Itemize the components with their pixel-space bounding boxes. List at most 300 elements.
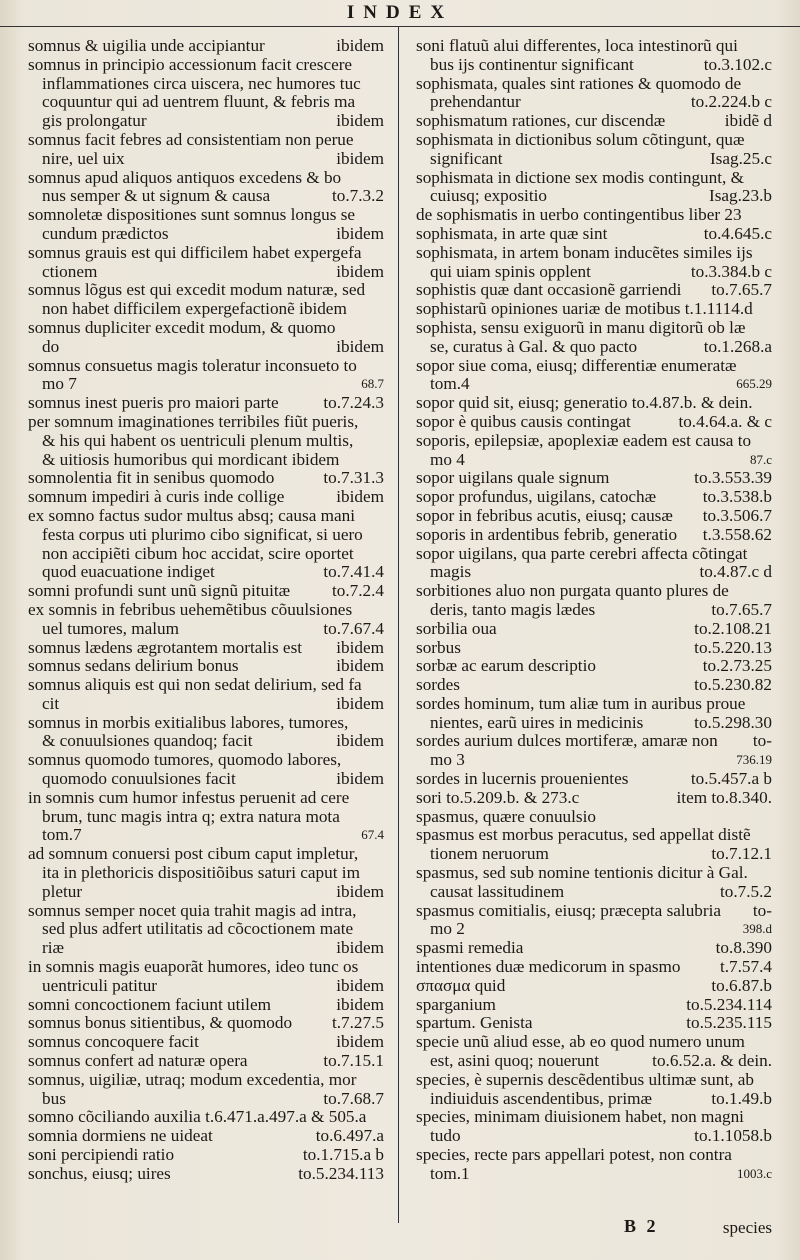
index-entry-line [28, 751, 384, 770]
entry-text: tom.1 [430, 1163, 470, 1183]
index-entry-line [28, 169, 384, 188]
index-entry-line [28, 939, 384, 958]
index-entry-line [416, 1127, 772, 1146]
entry-text: nus semper & ut signum & causa [42, 186, 271, 206]
entry-text: cuiusq; expositio [430, 186, 547, 206]
entry-text: somnus in principio accessionum facit crescere [28, 54, 353, 74]
index-entry-line [416, 56, 772, 75]
index-entry-line [416, 413, 772, 432]
index-entry-line [416, 526, 772, 545]
entry-text: sophismata, in arte quæ sint [416, 223, 608, 243]
entry-text: sophismata, quales sint rationes & quomodo de [416, 73, 742, 93]
entry-text: sophismatum rationes, cur discendæ [416, 111, 666, 131]
index-entry-line [416, 319, 772, 338]
entry-reference: to- [752, 731, 772, 751]
entry-text: soporis, epilepsiæ, apoplexiæ eadem est causa to [416, 430, 752, 450]
column-divider [398, 27, 399, 1223]
entry-reference: Isag.25.c [709, 148, 772, 168]
index-entry-line [28, 695, 384, 714]
index-entry-line [28, 563, 384, 582]
entry-text: quod euacuatione indiget [42, 562, 215, 582]
entry-text: brum, tunc magis intra q; extra natura mota [42, 806, 340, 826]
index-entry-line [416, 695, 772, 714]
entry-reference: to.2.224.b c [690, 92, 772, 112]
entry-text: somnus dupliciter excedit modum, & quomo [28, 317, 336, 337]
index-entry-line [416, 507, 772, 526]
index-entry-line [28, 150, 384, 169]
index-entry-line [416, 789, 772, 808]
entry-reference: to.7.65.7 [711, 280, 772, 300]
index-entry-line [28, 808, 384, 827]
entry-text: de sophismatis in uerbo contingentibus liber 23 [416, 205, 742, 225]
entry-reference: to.7.24.3 [323, 393, 384, 413]
entry-reference: to.7.68.7 [323, 1088, 384, 1108]
entry-text: magis [430, 562, 472, 582]
index-entry-line [28, 112, 384, 131]
index-entry-line [416, 469, 772, 488]
index-entry-line [416, 1108, 772, 1127]
entry-reference: to.5.234.113 [298, 1163, 384, 1183]
index-entry-line [28, 845, 384, 864]
entry-text: sophismata in dictione sex modis contingunt, & [416, 167, 744, 187]
entry-text: ad somnum conuersi post cibum caput impletur, [28, 844, 359, 864]
entry-reference: to.3.553.39 [694, 468, 772, 488]
entry-text: sori to.5.209.b. & 273.c [416, 787, 580, 807]
entry-text: somnus aliquis est qui non sedat delirium, sed fa [28, 675, 362, 695]
signature-mark: B 2 [624, 1216, 659, 1236]
entry-reference: t.7.27.5 [331, 1013, 384, 1033]
index-entry-line [28, 187, 384, 206]
index-entry-line [28, 75, 384, 94]
entry-reference: to.5.234.114 [686, 994, 772, 1014]
entry-text: sopor quid sit, eiusq; generatio to.4.87.b. & dein. [416, 393, 753, 413]
entry-text: tom.7 [42, 825, 82, 845]
entry-text: coquuntur qui ad uentrem fluunt, & febris ma [42, 92, 356, 112]
entry-reference: to.4.645.c [703, 223, 772, 243]
entry-text: gis prolongatur [42, 111, 147, 131]
index-entry-line [416, 150, 772, 169]
entry-text: festa corpus uti plurimo cibo significat, si uero [42, 524, 363, 544]
index-entry-line [416, 1090, 772, 1109]
entry-text: somni concoctionem faciunt utilem [28, 994, 271, 1014]
index-entry-line [28, 958, 384, 977]
entry-reference: ibidem [336, 637, 384, 657]
entry-reference: to.1.268.a [703, 336, 772, 356]
entry-reference: ibidem [336, 148, 384, 168]
entry-reference: t.7.57.4 [719, 957, 772, 977]
index-entry-line [28, 639, 384, 658]
entry-reference: to.6.52.a. & dein. [652, 1051, 772, 1071]
entry-text: somnus semper nocet quia trahit magis ad intra, [28, 900, 357, 920]
index-entry-line [28, 281, 384, 300]
entry-text: ita in plethoricis dispositiõibus saturi caput im [42, 863, 360, 883]
entry-reference: ibidem [336, 656, 384, 676]
index-entry-line [28, 93, 384, 112]
entry-reference: ibidem [336, 1032, 384, 1052]
entry-text: sorbus [416, 637, 461, 657]
entry-text: spasmi remedia [416, 938, 524, 958]
index-entry-line [416, 939, 772, 958]
left-column [28, 37, 384, 1184]
entry-reference: to.1.715.a b [302, 1145, 384, 1165]
entry-reference: to.7.3.2 [331, 186, 384, 206]
entry-reference: ibidem [336, 938, 384, 958]
index-entry-line [416, 751, 772, 770]
entry-text: somnus & uigilia unde accipiantur [28, 36, 265, 55]
entry-text: mo 3 [430, 750, 465, 770]
entry-text: sopor in febribus acutis, eiusq; causæ [416, 505, 673, 525]
entry-text: cit [42, 693, 60, 713]
entry-text: se, curatus à Gal. & quo pacto [430, 336, 638, 356]
index-entry-line [28, 225, 384, 244]
entry-text: specie unũ aliud esse, ab eo quod numero unum [416, 1032, 745, 1052]
entry-reference: to.7.2.4 [331, 581, 384, 601]
entry-text: σπασμα quid [416, 975, 506, 995]
index-entry-line [416, 244, 772, 263]
entry-reference: ibidem [336, 261, 384, 281]
entry-text: sorbilia oua [416, 618, 497, 638]
entry-text: sorbæ ac earum descriptio [416, 656, 596, 676]
entry-reference: to.5.230.82 [694, 675, 772, 695]
entry-text: ex somno factus sudor multus absq; causa mani [28, 505, 355, 525]
entry-text: somnia dormiens ne uideat [28, 1126, 213, 1146]
entry-text: mo 4 [430, 449, 465, 469]
index-entry-line [28, 996, 384, 1015]
index-entry-line [28, 413, 384, 432]
index-entry-line [28, 488, 384, 507]
entry-text: somnus consuetus magis toleratur inconsueto to [28, 355, 357, 375]
entry-reference: ibidẽ d [724, 111, 772, 131]
entry-text: somni profundi sunt unũ signũ pituitæ [28, 581, 291, 601]
entry-text: bus ijs continentur significant [430, 54, 634, 74]
entry-text: somnoletæ dispositiones sunt somnus longus se [28, 205, 356, 225]
index-entry-line [28, 545, 384, 564]
entry-text: per somnum imaginationes terribiles fiũt pueris, [28, 411, 359, 431]
entry-text: causat lassitudinem [430, 881, 565, 901]
index-entry-line [416, 920, 772, 939]
index-entry-line [416, 300, 772, 319]
entry-text: soni percipiendi ratio [28, 1145, 175, 1165]
index-entry-line [416, 451, 772, 470]
entry-text: sophismata, in artem bonam inducẽtes similes ijs [416, 242, 753, 262]
entry-reference: 665.29 [736, 376, 772, 392]
entry-text: sordes hominum, tum aliæ tum in auribus proue [416, 693, 746, 713]
index-entry-line [28, 357, 384, 376]
index-entry-line [416, 996, 772, 1015]
entry-reference: to- [752, 900, 772, 920]
index-entry-line [416, 902, 772, 921]
index-entry-line [416, 281, 772, 300]
index-entry-line [28, 244, 384, 263]
index-entry-line [28, 1071, 384, 1090]
index-entry-line [416, 263, 772, 282]
entry-reference: item to.8.340. [676, 787, 772, 807]
index-entry-line [28, 131, 384, 150]
entry-text: species, recte pars appellari potest, non contra [416, 1145, 732, 1165]
index-entry-line [416, 601, 772, 620]
index-entry-line [28, 37, 384, 56]
entry-reference: to.4.87.c d [699, 562, 772, 582]
index-entry-line [28, 920, 384, 939]
index-entry-line [416, 169, 772, 188]
entry-text: soni flatuũ alui differentes, loca intestinorũ qui [416, 36, 738, 55]
entry-text: somnus bonus sitientibus, & quomodo [28, 1013, 293, 1033]
entry-reference: Isag.23.b [708, 186, 772, 206]
entry-reference: to.5.220.13 [694, 637, 772, 657]
index-entry-line [28, 1033, 384, 1052]
entry-reference: to.7.12.1 [711, 844, 772, 864]
entry-reference: ibidem [336, 487, 384, 507]
entry-text: sophistis quæ dant occasionẽ garriendi [416, 280, 682, 300]
entry-text: somnus apud aliquos antiquos excedens & bo [28, 167, 342, 187]
index-entry-line [28, 883, 384, 902]
entry-text: sordes aurium dulces mortiferæ, amaræ non [416, 731, 718, 751]
entry-text: quomodo conuulsiones facit [42, 769, 236, 789]
entry-text: somnolentia fit in senibus quomodo [28, 468, 275, 488]
entry-reference: ibidem [336, 975, 384, 995]
entry-text: bus [42, 1088, 66, 1108]
entry-reference: to.2.73.25 [702, 656, 772, 676]
entry-text: & his qui habent os uentriculi plenum multis, [42, 430, 354, 450]
entry-text: somno cõciliando auxilia t.6.471.a.497.a & 505.a [28, 1107, 367, 1127]
entry-text: spasmus, quære conuulsio [416, 806, 596, 826]
entry-text: indiuiduis ascendentibus, primæ [430, 1088, 652, 1108]
entry-text: tom.4 [430, 374, 470, 394]
index-entry-line [416, 187, 772, 206]
index-entry-line [416, 1014, 772, 1033]
index-entry-line [416, 394, 772, 413]
index-entry-line [416, 375, 772, 394]
entry-reference: to.3.506.7 [702, 505, 772, 525]
entry-text: intentiones duæ medicorum in spasmo [416, 957, 681, 977]
entry-text: significant [430, 148, 503, 168]
entry-text: sparganium [416, 994, 496, 1014]
entry-text: somnus confert ad naturæ opera [28, 1051, 248, 1071]
index-entry-line [28, 714, 384, 733]
entry-reference: 1003.c [736, 1165, 772, 1181]
entry-reference: to.6.497.a [315, 1126, 384, 1146]
index-entry-line [28, 582, 384, 601]
index-entry-line [28, 526, 384, 545]
index-entry-line [28, 770, 384, 789]
running-header: INDEX [346, 2, 454, 23]
index-entry-line [28, 300, 384, 319]
entry-reference: to.2.108.21 [694, 618, 772, 638]
entry-reference: 398.d [742, 921, 772, 937]
entry-text: spasmus est morbus peracutus, sed appellat distẽ [416, 825, 751, 845]
entry-text: spartum. Genista [416, 1013, 533, 1033]
entry-text: sonchus, eiusq; uires [28, 1163, 171, 1183]
index-entry-line [416, 639, 772, 658]
entry-reference: to.6.87.b [711, 975, 772, 995]
index-entry-line [28, 977, 384, 996]
entry-text: est, asini quoq; nouerunt [430, 1051, 599, 1071]
entry-text: & uitiosis humoribus qui mordicant ibidem [42, 449, 340, 469]
index-entry-line [28, 1127, 384, 1146]
entry-text: sopor uigilans quale signum [416, 468, 610, 488]
index-entry-line [416, 977, 772, 996]
index-entry-line [416, 357, 772, 376]
entry-text: sopor è quibus causis contingat [416, 411, 631, 431]
index-entry-line [28, 1165, 384, 1184]
entry-text: do [42, 336, 60, 356]
entry-text: sorbitiones aluo non purgata quanto plures de [416, 581, 729, 601]
entry-text: sordes in lucernis prouenientes [416, 769, 629, 789]
index-entry-line [28, 1052, 384, 1071]
index-entry-line [416, 545, 772, 564]
entry-reference: to.5.298.30 [694, 712, 772, 732]
index-entry-line [416, 225, 772, 244]
index-entry-line [28, 1014, 384, 1033]
entry-text: deris, tanto magis lædes [430, 599, 596, 619]
entry-reference: 87.c [749, 451, 772, 467]
index-entry-line [416, 93, 772, 112]
index-entry-line [28, 206, 384, 225]
entry-text: in somnis magis euaporãt humores, ideo tunc os [28, 957, 359, 977]
entry-text: somnus in morbis exitialibus labores, tumores, [28, 712, 349, 732]
entry-text: sopor uigilans, qua parte cerebri affecta cõtingat [416, 543, 748, 563]
entry-reference: t.3.558.62 [702, 524, 772, 544]
index-entry-line [28, 507, 384, 526]
index-entry-line [416, 37, 772, 56]
entry-reference: ibidem [336, 36, 384, 55]
catchword: species [722, 1218, 772, 1237]
entry-text: somnus grauis est qui difficilem habet expergefa [28, 242, 362, 262]
entry-text: mo 7 [42, 374, 77, 394]
entry-reference: to.7.5.2 [719, 881, 772, 901]
entry-reference: ibidem [336, 881, 384, 901]
entry-reference: ibidem [336, 336, 384, 356]
entry-reference: to.3.384.b c [690, 261, 772, 281]
entry-text: somnus inest pueris pro maiori parte [28, 393, 279, 413]
entry-text: prehendantur [430, 92, 521, 112]
entry-reference: ibidem [336, 769, 384, 789]
index-entry-line [416, 826, 772, 845]
entry-reference: ibidem [336, 731, 384, 751]
index-entry-line [416, 958, 772, 977]
index-entry-line [28, 375, 384, 394]
index-entry-line [416, 112, 772, 131]
index-entry-line [28, 902, 384, 921]
index-entry-line [416, 770, 772, 789]
index-entry-line [416, 75, 772, 94]
entry-reference: to.5.457.a b [690, 769, 772, 789]
entry-text: sophista, sensu exiguorũ in manu digitorũ ob læ [416, 317, 746, 337]
entry-text: ex somnis in febribus uehemẽtibus cõuulsiones [28, 599, 353, 619]
entry-reference: to.1.1058.b [694, 1126, 772, 1146]
index-entry-line [28, 319, 384, 338]
entry-text: sopor siue coma, eiusq; differentiæ enumeratæ [416, 355, 737, 375]
index-entry-line [416, 676, 772, 695]
index-entry-line [28, 394, 384, 413]
entry-text: riæ [42, 938, 64, 958]
entry-text: uentriculi patitur [42, 975, 158, 995]
index-entry-line [28, 432, 384, 451]
entry-text: species, è supernis descẽdentibus ultimæ sunt, ab [416, 1069, 754, 1089]
index-entry-line [416, 338, 772, 357]
index-entry-line [416, 1146, 772, 1165]
index-entry-line [28, 732, 384, 751]
entry-text: species, minimam diuisionem habet, non magni [416, 1107, 744, 1127]
entry-reference: to.3.102.c [703, 54, 772, 74]
index-entry-line [416, 1033, 772, 1052]
entry-reference: ibidem [336, 693, 384, 713]
index-entry-line [28, 263, 384, 282]
index-entry-line [416, 488, 772, 507]
index-entry-line [416, 563, 772, 582]
entry-reference: 68.7 [361, 376, 384, 392]
index-entry-line [28, 469, 384, 488]
entry-text: inflammationes circa uiscera, nec humores tuc [42, 73, 361, 93]
entry-text: non accipiẽti cibum hoc accidat, scire oportet [42, 543, 354, 563]
entry-text: tudo [430, 1126, 461, 1146]
index-entry-line [416, 883, 772, 902]
entry-text: somnus quomodo tumores, quomodo labores, [28, 750, 342, 770]
entry-reference: 67.4 [361, 827, 384, 843]
index-entry-line [416, 131, 772, 150]
entry-reference: 736.19 [736, 752, 772, 768]
entry-text: non habet difficilem expergefactionẽ ibidem [42, 299, 347, 319]
entry-reference: to.7.15.1 [323, 1051, 384, 1071]
entry-text: somnus, uigiliæ, utraq; modum excedentia, mor [28, 1069, 357, 1089]
index-entry-line [416, 714, 772, 733]
entry-reference: to.8.390 [715, 938, 772, 958]
entry-text: soporis in ardentibus febrib, generatio [416, 524, 678, 544]
index-entry-line [416, 808, 772, 827]
index-entry-line [28, 601, 384, 620]
index-entry-line [28, 826, 384, 845]
index-entry-line [28, 1108, 384, 1127]
entry-text: somnus facit febres ad consistentiam non perue [28, 129, 354, 149]
entry-text: qui uiam spinis opplent [430, 261, 591, 281]
index-entry-line [416, 206, 772, 225]
entry-text: sed plus adfert utilitatis ad cõcoctionem mate [42, 919, 354, 939]
entry-text: in somnis cum humor infestus peruenit ad cere [28, 787, 350, 807]
entry-text: somnus sedans delirium bonus [28, 656, 239, 676]
entry-text: sophistarũ opiniones uariæ de motibus t.1.1114.d [416, 299, 753, 319]
entry-text: nientes, earũ uires in medicinis [430, 712, 644, 732]
index-entry-line [28, 451, 384, 470]
entry-text: nire, uel uix [42, 148, 125, 168]
index-entry-line [28, 789, 384, 808]
index-entry-line [28, 864, 384, 883]
entry-text: & conuulsiones quandoq; facit [42, 731, 253, 751]
index-entry-line [28, 56, 384, 75]
right-column [416, 37, 772, 1184]
entry-reference: to.7.41.4 [323, 562, 384, 582]
entry-text: cundum prædictos [42, 223, 169, 243]
entry-text: sopor profundus, uigilans, catochæ [416, 487, 657, 507]
index-entry-line [416, 732, 772, 751]
index-entry-line [416, 1052, 772, 1071]
entry-text: pletur [42, 881, 83, 901]
entry-reference: to.7.31.3 [323, 468, 384, 488]
index-entry-line [28, 338, 384, 357]
index-entry-line [416, 845, 772, 864]
entry-text: sordes [416, 675, 460, 695]
index-entry-line [416, 864, 772, 883]
index-entry-line [28, 620, 384, 639]
entry-text: tionem neruorum [430, 844, 549, 864]
entry-reference: to.7.65.7 [711, 599, 772, 619]
entry-reference: to.7.67.4 [323, 618, 384, 638]
entry-text: somnus lædens ægrotantem mortalis est [28, 637, 303, 657]
entry-text: spasmus comitialis, eiusq; præcepta salubria [416, 900, 722, 920]
page-footer [0, 1216, 800, 1246]
entry-text: sophismata in dictionibus solum cõtingunt, quæ [416, 129, 745, 149]
entry-reference: to.4.64.a. & c [678, 411, 772, 431]
entry-text: uel tumores, malum [42, 618, 179, 638]
